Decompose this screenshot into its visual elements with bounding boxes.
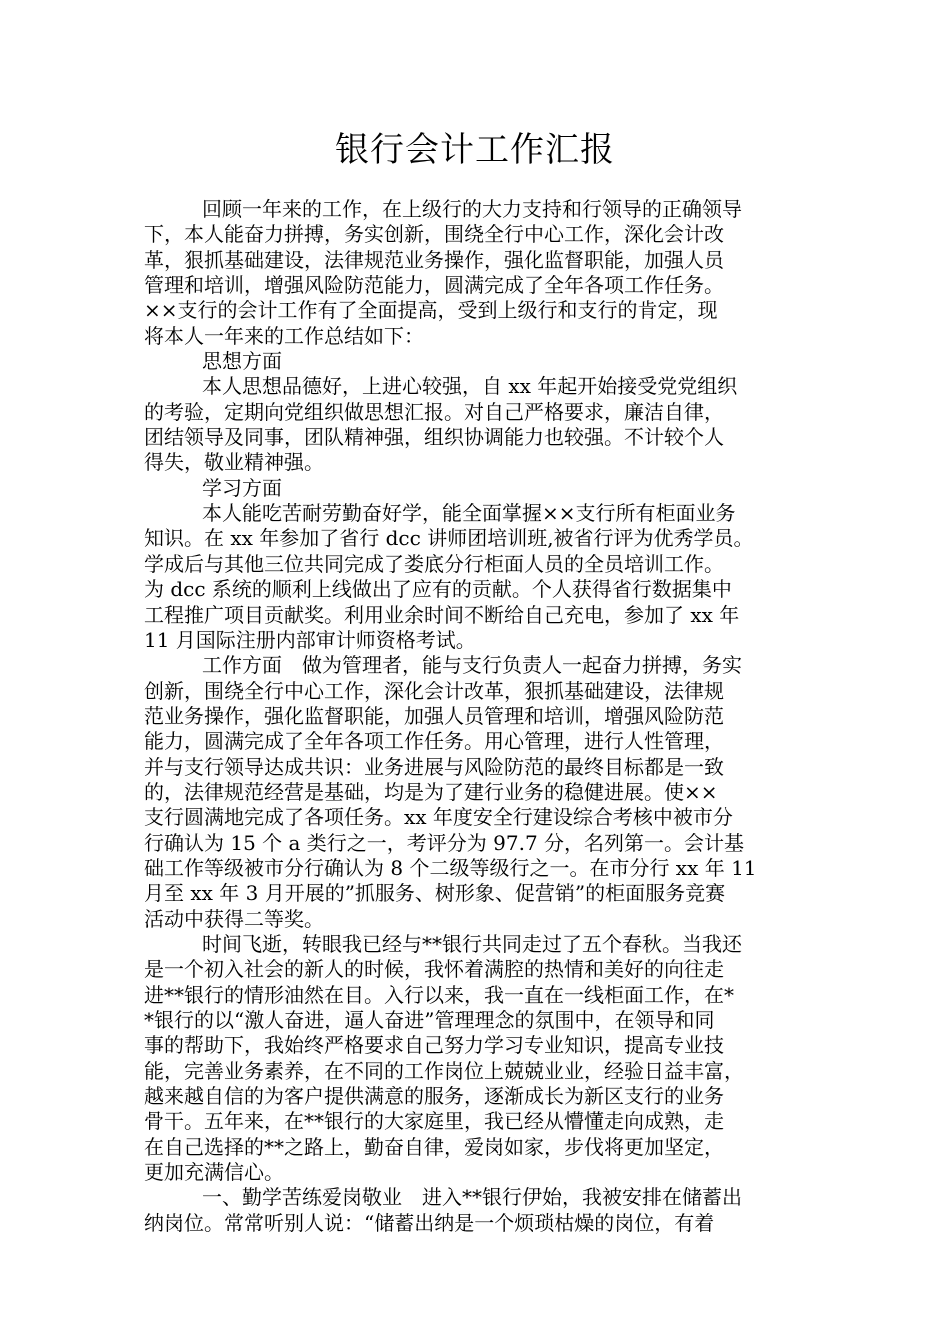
text-line: 学成后与其他三位共同完成了娄底分行柜面人员的全员培训工作。 bbox=[144, 551, 724, 576]
document-body bbox=[144, 197, 814, 1236]
text-line: 能力，圆满完成了全年各项工作任务。用心管理，进行人性管理， bbox=[144, 729, 724, 754]
text-line: 更加充满信心。 bbox=[144, 1160, 284, 1185]
text-line: 知识。在 xx 年参加了省行 dcc 讲师团培训班,被省行评为优秀学员。 bbox=[144, 526, 754, 551]
text-line: 工作方面 做为管理者，能与支行负责人一起奋力拼搏，务实 bbox=[202, 653, 742, 678]
text-line: 的，法律规范经营是基础，均是为了建行业务的稳健进展。使×× bbox=[144, 779, 718, 804]
text-line: 活动中获得二等奖。 bbox=[144, 906, 324, 931]
text-line: 是一个初入社会的新人的时候，我怀着满腔的热情和美好的向往走 bbox=[144, 957, 724, 982]
text-line: 本人思想品德好，上进心较强，自 xx 年起开始接受党党组织 bbox=[202, 374, 738, 399]
text-line: 时间飞逝，转眼我已经与**银行共同走过了五个春秋。当我还 bbox=[202, 931, 742, 956]
text-line: 行确认为 15 个 a 类行之一，考评分为 97.7 分，名列第一。会计基 bbox=[144, 830, 745, 855]
text-line: 能，完善业务素养，在不同的工作岗位上兢兢业业，经验日益丰富， bbox=[144, 1058, 744, 1083]
text-line: 月至 xx 年 3 月开展的”抓服务、树形象、促营销”的柜面服务竞赛 bbox=[144, 881, 726, 906]
text-line: 思想方面 bbox=[202, 349, 282, 374]
text-line: 越来越自信的为客户提供满意的服务，逐渐成长为新区支行的业务 bbox=[144, 1084, 724, 1109]
text-line: 本人能吃苦耐劳勤奋好学，能全面掌握××支行所有柜面业务 bbox=[202, 501, 736, 526]
text-line: 下，本人能奋力拼搏，务实创新，围绕全行中心工作，深化会计改 bbox=[144, 222, 724, 247]
text-line: 支行圆满地完成了各项任务。xx 年度安全行建设综合考核中被市分 bbox=[144, 805, 733, 830]
text-line: 骨干。五年来，在**银行的大家庭里，我已经从懵懂走向成熟，走 bbox=[144, 1109, 724, 1134]
text-line: 得失，敬业精神强。 bbox=[144, 450, 324, 475]
text-line: 进**银行的情形油然在目。入行以来，我一直在一线柜面工作，在* bbox=[144, 982, 734, 1007]
text-line: *银行的以“激人奋进，逼人奋进”管理理念的氛围中，在领导和同 bbox=[144, 1008, 715, 1032]
text-line: ××支行的会计工作有了全面提高，受到上级行和支行的肯定，现 bbox=[144, 298, 718, 323]
text-line: 工程推广项目贡献奖。利用业余时间不断给自己充电，参加了 xx 年 bbox=[144, 602, 740, 627]
document-title: 银行会计工作汇报 bbox=[335, 130, 615, 170]
text-line: 一、勤学苦练爱岗敬业 进入**银行伊始，我被安排在储蓄出 bbox=[202, 1185, 742, 1210]
text-line: 为 dcc 系统的顺利上线做出了应有的贡献。个人获得省行数据集中 bbox=[144, 577, 732, 602]
text-line: 事的帮助下，我始终严格要求自己努力学习专业知识，提高专业技 bbox=[144, 1033, 724, 1058]
text-line: 并与支行领导达成共识：业务进展与风险防范的最终目标都是一致 bbox=[144, 754, 724, 779]
text-line: 将本人一年来的工作总结如下： bbox=[144, 323, 424, 348]
text-line: 革，狠抓基础建设，法律规范业务操作，强化监督职能，加强人员 bbox=[144, 247, 724, 272]
text-line: 的考验，定期向党组织做思想汇报。对自己严格要求，廉洁自律， bbox=[144, 399, 724, 424]
text-line: 础工作等级被市分行确认为 8 个二级等级行之一。在市分行 xx 年 11 bbox=[144, 855, 757, 880]
text-line: 学习方面 bbox=[202, 475, 282, 500]
text-line: 管理和培训，增强风险防范能力，圆满完成了全年各项工作任务。 bbox=[144, 273, 724, 298]
text-line: 纳岗位。常常听别人说：“储蓄出纳是一个烦琐枯燥的岗位，有着 bbox=[144, 1210, 715, 1235]
text-line: 创新，围绕全行中心工作，深化会计改革，狠抓基础建设，法律规 bbox=[144, 678, 724, 703]
text-line: 在自己选择的**之路上，勤奋自律，爱岗如家，步伐将更加坚定， bbox=[144, 1134, 724, 1159]
text-line: 11 月国际注册内部审计师资格考试。 bbox=[144, 627, 476, 652]
text-line: 团结领导及同事，团队精神强，组织协调能力也较强。不计较个人 bbox=[144, 425, 724, 450]
text-line: 范业务操作，强化监督职能，加强人员管理和培训，增强风险防范 bbox=[144, 703, 724, 728]
text-line: 回顾一年来的工作，在上级行的大力支持和行领导的正确领导 bbox=[202, 197, 742, 221]
